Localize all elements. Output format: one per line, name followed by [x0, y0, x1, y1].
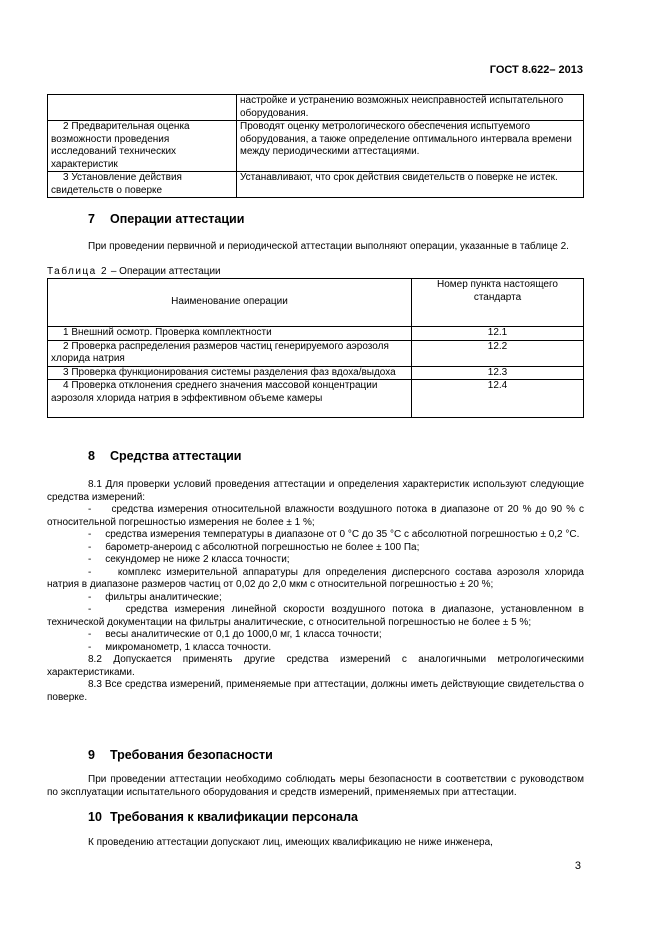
section-9-heading: 9 Требования безопасности: [88, 748, 273, 762]
table-1-continuation: [47, 94, 584, 198]
table-cell: [48, 95, 237, 121]
table-cell: 3 Проверка функционирования системы разделения фаз вдоха/выдоха: [48, 366, 412, 380]
table-row: [48, 340, 584, 366]
table-cell: 4 Проверка отклонения среднего значения массовой концентрации аэрозоля хлорида натрия в эффективном объеме камеры: [48, 380, 412, 418]
section-7-heading: 7 Операции аттестации: [88, 212, 245, 226]
table-row: [48, 366, 584, 380]
list-item: - весы аналитические от 0,1 до 1000,0 мг, 1 класса точности;: [88, 629, 382, 640]
table-cell: Проводят оценку метрологического обеспечения испытуемого оборудования, а также определение оптимального интервала времени между периодическими аттестациями.: [237, 121, 584, 172]
paragraph: 8.3 Все средства измерений, применяемые при аттестации, должны иметь действующие свидетельства о поверке.: [47, 679, 584, 703]
list-item: - фильтры аналитические;: [88, 591, 222, 603]
section-8-body: [47, 479, 584, 704]
list-item: - барометр-анероид с абсолютной погрешностью не более ± 100 Па;: [88, 541, 420, 553]
table-2-operations: [47, 278, 584, 418]
document-header: ГОСТ 8.622– 2013: [489, 64, 583, 76]
table-header-cell: Номер пункта настоящего стандарта: [412, 279, 584, 327]
table-cell: 3 Установление действия свидетельств о поверке: [48, 172, 237, 198]
list-item: - микроманометр, 1 класса точности.: [88, 641, 272, 653]
table-row: [48, 327, 584, 341]
table-cell: 12.2: [412, 340, 584, 366]
section-9-paragraph: При проведении аттестации необходимо соблюдать меры безопасности в соответствии с руководством по эксплуатации испытательного оборудования и средств измерений, применяемых при аттестации.: [47, 774, 584, 798]
table-row: [48, 95, 584, 121]
section-8-heading: 8 Средства аттестации: [88, 449, 242, 463]
table-row: [48, 380, 584, 418]
list-item: - средства измерения относительной влажности воздушного потока в диапазоне от 20 % до 90 % с относительной погрешностью измерения не более ± 1 %;: [47, 504, 584, 528]
list-item: - комплекс измерительной аппаратуры для определения дисперсного состава аэрозоля хлорида натрия в диапазоне размеров частиц от 0,02 до 2,0 мкм с относительной погрешностью ± 20 %;: [47, 566, 584, 590]
section-10-heading: 10 Требования к квалификации персонала: [88, 810, 358, 824]
section-7-paragraph: При проведении первичной и периодической аттестации выполняют операции, указанные в таблице 2.: [88, 241, 569, 252]
table-row: [48, 121, 584, 172]
table-cell: 2 Предварительная оценка возможности проведения исследований технических характеристик: [48, 121, 237, 172]
table-cell: 2 Проверка распределения размеров частиц генерируемого аэрозоля хлорида натрия: [48, 340, 412, 366]
list-item: - секундомер не ниже 2 класса точности;: [88, 554, 290, 565]
table-row: [48, 172, 584, 198]
table-cell: Устанавливают, что срок действия свидетельств о поверке не истек.: [237, 172, 584, 198]
table-header-cell: Наименование операции: [48, 279, 412, 327]
table-cell: 12.1: [412, 327, 584, 341]
page-number: 3: [574, 860, 581, 872]
section-10-paragraph: К проведению аттестации допускают лиц, имеющих квалификацию не ниже инженера,: [88, 837, 493, 848]
paragraph: 8.1 Для проверки условий проведения аттестации и определения характеристик используют следующие средства измерений:: [47, 479, 584, 503]
table-cell: 1 Внешний осмотр. Проверка комплектности: [48, 327, 412, 341]
list-item: - средства измерения линейной скорости воздушного потока в диапазоне, установленном в технической документации на фильтры аналитические, с относительной погрешностью не более ± 5 %;: [47, 604, 584, 628]
table-cell: настройке и устранению возможных неисправностей испытательного оборудования.: [237, 95, 584, 121]
table-cell: 12.4: [412, 380, 584, 418]
table-2-caption: Таблица 2 – Операции аттестации: [47, 266, 221, 277]
list-item: - средства измерения температуры в диапазоне от 0 °С до 35 °С с абсолютной погрешностью ± 0,2 °С.: [88, 529, 580, 540]
table-header-row: [48, 279, 584, 327]
paragraph: 8.2 Допускается применять другие средства измерений с аналогичными метрологическими характеристиками.: [47, 654, 584, 678]
table-cell: 12.3: [412, 366, 584, 380]
